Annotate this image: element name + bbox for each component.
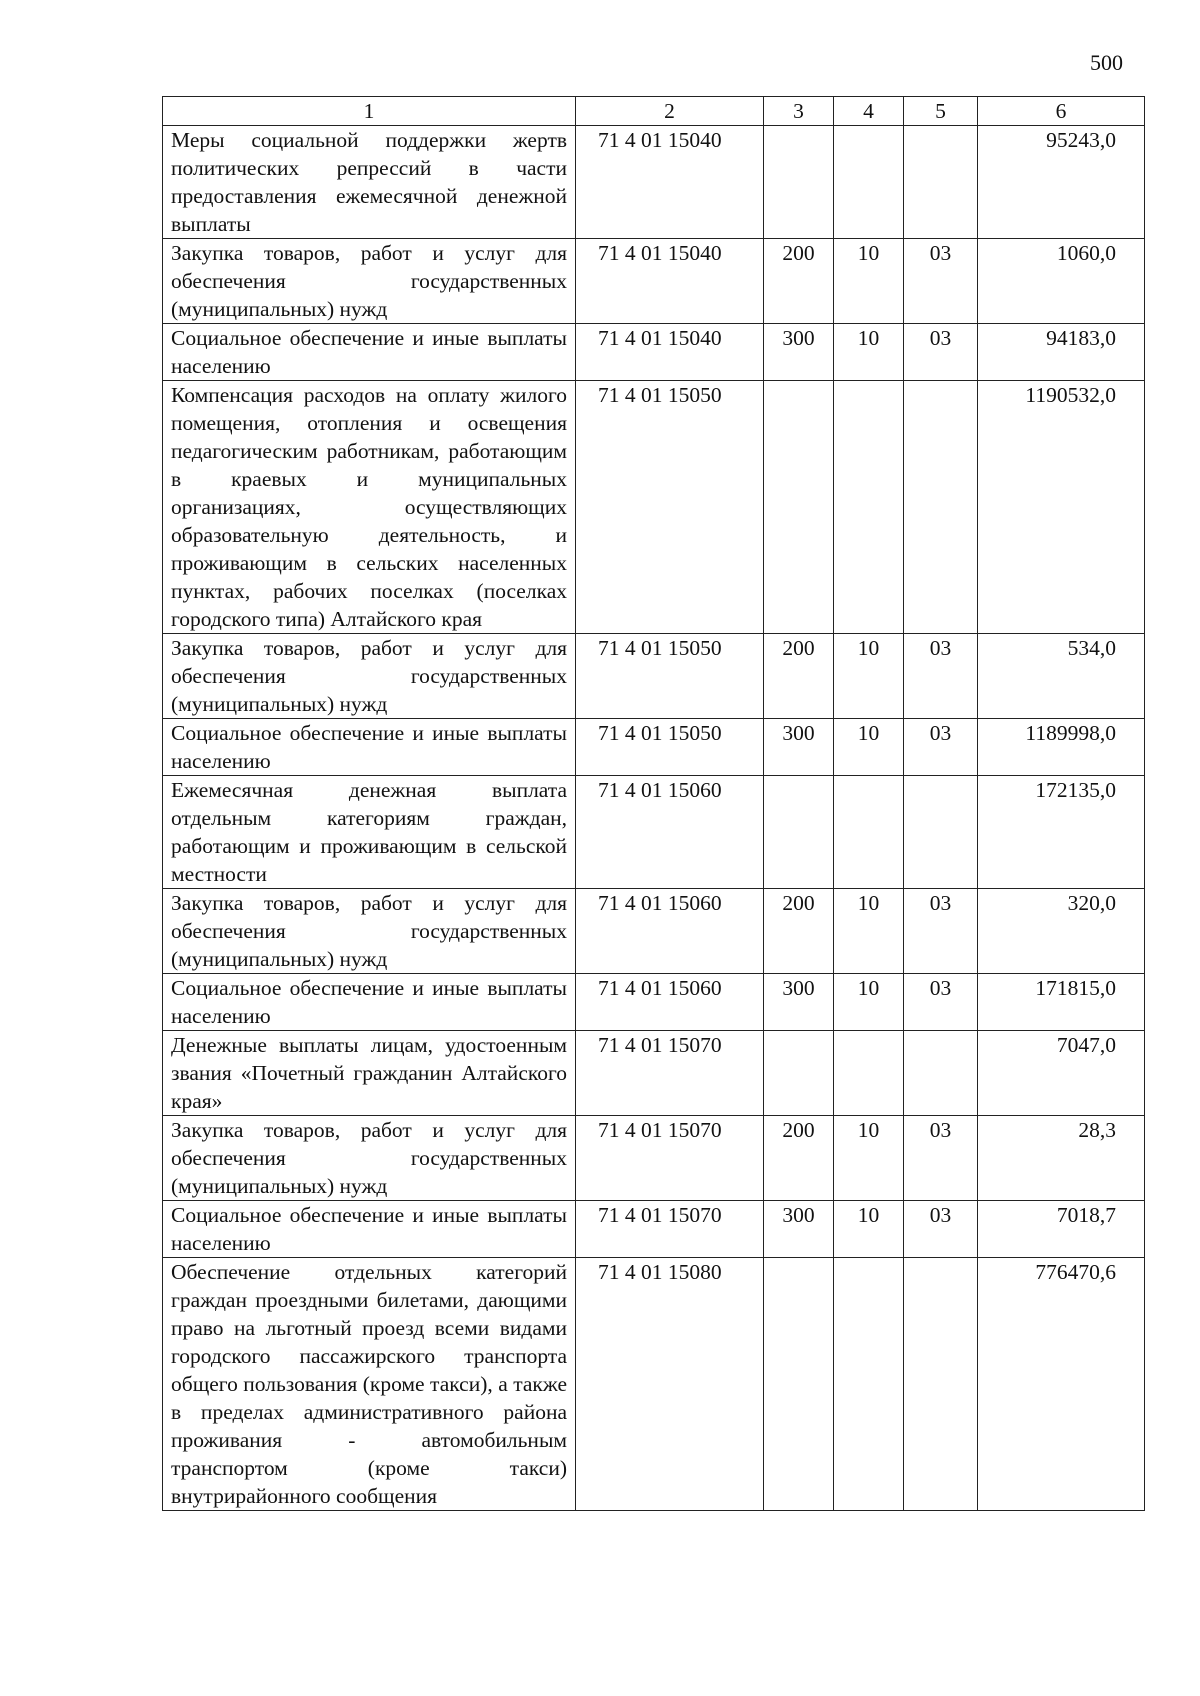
table-row <box>163 1031 1145 1116</box>
budget-code: 71 4 01 15050 <box>576 719 764 776</box>
expense-name: Социальное обеспечение и иные выплаты населению <box>163 324 576 381</box>
column-header-6: 6 <box>978 97 1145 126</box>
amount: 1190532,0 <box>978 381 1145 634</box>
column-header-1: 1 <box>163 97 576 126</box>
budget-code: 71 4 01 15070 <box>576 1116 764 1201</box>
amount: 776470,6 <box>978 1258 1145 1511</box>
section-code: 10 <box>834 324 904 381</box>
subsection-code: 03 <box>904 1116 978 1201</box>
amount: 1060,0 <box>978 239 1145 324</box>
table-row <box>163 776 1145 889</box>
expense-type: 200 <box>764 239 834 324</box>
section-code: 10 <box>834 239 904 324</box>
amount: 94183,0 <box>978 324 1145 381</box>
subsection-code: 03 <box>904 719 978 776</box>
expense-type <box>764 381 834 634</box>
expense-name: Обеспечение отдельных категорий граждан проездными билетами, дающими право на льготный проезд всеми видами городского пассажирского транспорта общего пользования (кроме такси), а также в пределах административного района проживания - автомобильным транспортом (кроме такси) внутрирайонного сообщения <box>163 1258 576 1511</box>
expense-name: Социальное обеспечение и иные выплаты населению <box>163 974 576 1031</box>
subsection-code: 03 <box>904 634 978 719</box>
budget-code: 71 4 01 15060 <box>576 974 764 1031</box>
table-row <box>163 126 1145 239</box>
amount: 7018,7 <box>978 1201 1145 1258</box>
expense-name: Меры социальной поддержки жертв политических репрессий в части предоставления ежемесячной денежной выплаты <box>163 126 576 239</box>
budget-code: 71 4 01 15070 <box>576 1031 764 1116</box>
column-header-4: 4 <box>834 97 904 126</box>
expense-name: Компенсация расходов на оплату жилого помещения, отопления и освещения педагогическим работникам, работающим в краевых и муниципальных организациях, осуществляющих образовательную деятельность, и проживающим в сельских населенных пунктах, рабочих поселках (поселках городского типа) Алтайского края <box>163 381 576 634</box>
expense-type: 200 <box>764 1116 834 1201</box>
budget-code: 71 4 01 15060 <box>576 776 764 889</box>
subsection-code <box>904 381 978 634</box>
header-row <box>163 97 1145 126</box>
budget-code: 71 4 01 15060 <box>576 889 764 974</box>
section-code: 10 <box>834 719 904 776</box>
amount: 95243,0 <box>978 126 1145 239</box>
expense-type: 300 <box>764 324 834 381</box>
section-code <box>834 1031 904 1116</box>
expense-type: 200 <box>764 634 834 719</box>
page-number: 500 <box>1090 50 1123 75</box>
table-row <box>163 1116 1145 1201</box>
amount: 172135,0 <box>978 776 1145 889</box>
subsection-code <box>904 1258 978 1511</box>
table-row <box>163 974 1145 1031</box>
subsection-code <box>904 1031 978 1116</box>
subsection-code <box>904 776 978 889</box>
expense-type <box>764 126 834 239</box>
amount: 534,0 <box>978 634 1145 719</box>
amount: 28,3 <box>978 1116 1145 1201</box>
table-row <box>163 1258 1145 1511</box>
section-code: 10 <box>834 974 904 1031</box>
table-row <box>163 889 1145 974</box>
expense-name: Закупка товаров, работ и услуг для обеспечения государственных (муниципальных) нужд <box>163 634 576 719</box>
expense-type: 300 <box>764 719 834 776</box>
expense-name: Закупка товаров, работ и услуг для обеспечения государственных (муниципальных) нужд <box>163 1116 576 1201</box>
section-code: 10 <box>834 1201 904 1258</box>
subsection-code: 03 <box>904 239 978 324</box>
subsection-code: 03 <box>904 889 978 974</box>
budget-code: 71 4 01 15050 <box>576 634 764 719</box>
budget-code: 71 4 01 15040 <box>576 239 764 324</box>
budget-code: 71 4 01 15070 <box>576 1201 764 1258</box>
table-row <box>163 324 1145 381</box>
column-header-3: 3 <box>764 97 834 126</box>
column-header-5: 5 <box>904 97 978 126</box>
budget-table <box>162 96 1145 1511</box>
table-row <box>163 1201 1145 1258</box>
section-code: 10 <box>834 889 904 974</box>
section-code <box>834 381 904 634</box>
table-row <box>163 239 1145 324</box>
expense-name: Ежемесячная денежная выплата отдельным категориям граждан, работающим и проживающим в сельской местности <box>163 776 576 889</box>
budget-code: 71 4 01 15080 <box>576 1258 764 1511</box>
expense-name: Социальное обеспечение и иные выплаты населению <box>163 1201 576 1258</box>
amount: 320,0 <box>978 889 1145 974</box>
table-row <box>163 634 1145 719</box>
section-code <box>834 1258 904 1511</box>
column-header-2: 2 <box>576 97 764 126</box>
budget-code: 71 4 01 15050 <box>576 381 764 634</box>
expense-name: Денежные выплаты лицам, удостоенным звания «Почетный гражданин Алтайского края» <box>163 1031 576 1116</box>
expense-type <box>764 1258 834 1511</box>
expense-type <box>764 776 834 889</box>
budget-code: 71 4 01 15040 <box>576 126 764 239</box>
amount: 171815,0 <box>978 974 1145 1031</box>
subsection-code: 03 <box>904 974 978 1031</box>
section-code: 10 <box>834 1116 904 1201</box>
table-row <box>163 381 1145 634</box>
expense-type: 200 <box>764 889 834 974</box>
expense-type: 300 <box>764 974 834 1031</box>
expense-name: Закупка товаров, работ и услуг для обеспечения государственных (муниципальных) нужд <box>163 239 576 324</box>
amount: 1189998,0 <box>978 719 1145 776</box>
expense-name: Закупка товаров, работ и услуг для обеспечения государственных (муниципальных) нужд <box>163 889 576 974</box>
section-code <box>834 776 904 889</box>
subsection-code: 03 <box>904 1201 978 1258</box>
section-code: 10 <box>834 634 904 719</box>
table-row <box>163 719 1145 776</box>
expense-type: 300 <box>764 1201 834 1258</box>
expense-name: Социальное обеспечение и иные выплаты населению <box>163 719 576 776</box>
budget-code: 71 4 01 15040 <box>576 324 764 381</box>
amount: 7047,0 <box>978 1031 1145 1116</box>
subsection-code: 03 <box>904 324 978 381</box>
expense-type <box>764 1031 834 1116</box>
subsection-code <box>904 126 978 239</box>
section-code <box>834 126 904 239</box>
